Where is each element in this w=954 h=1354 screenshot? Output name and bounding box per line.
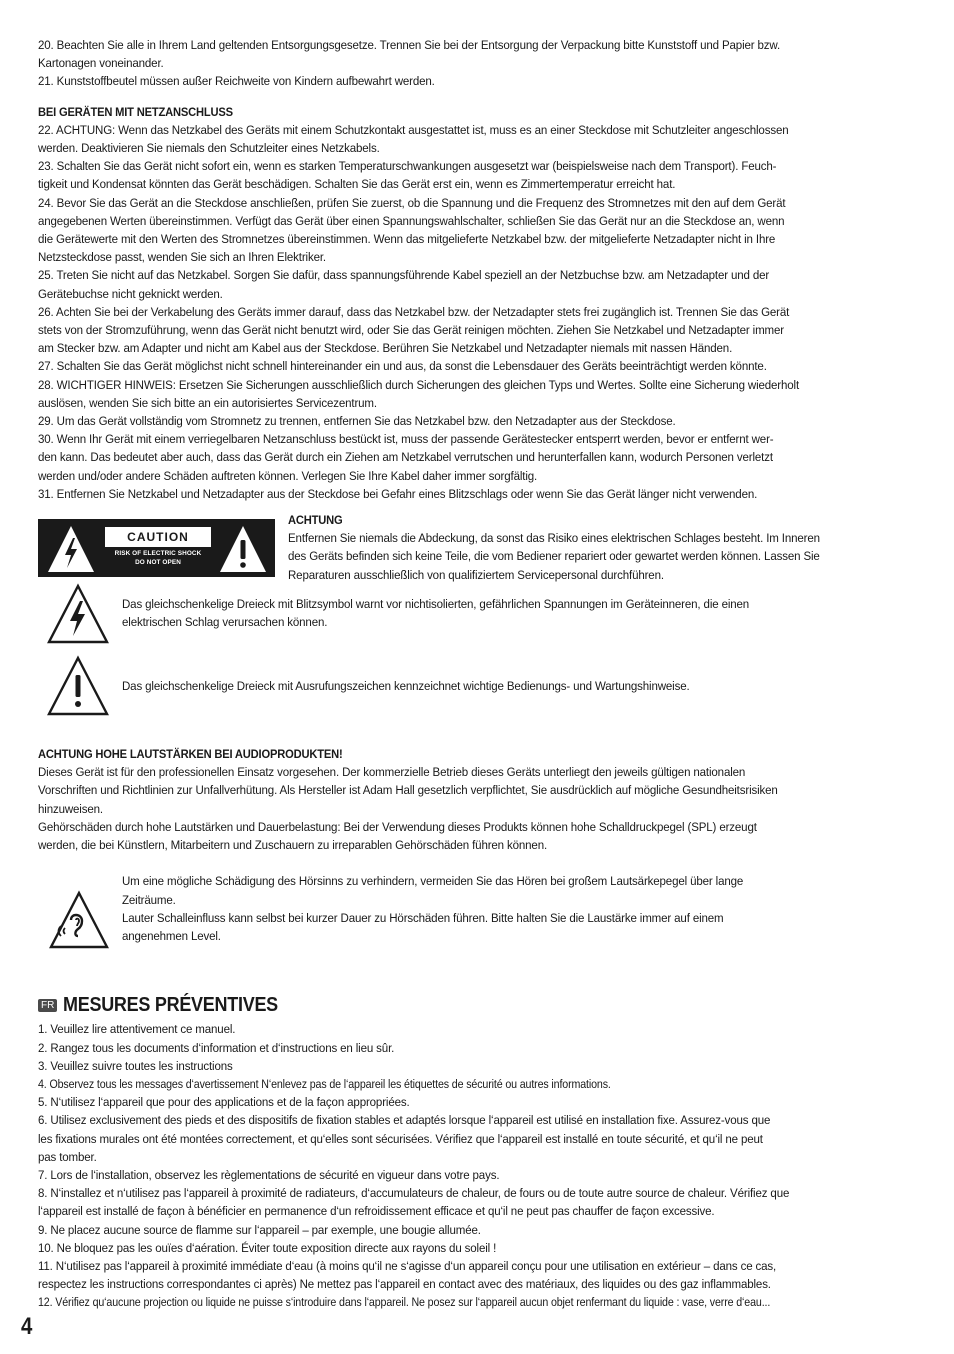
- exclamation-warning-icon: [218, 524, 268, 574]
- exclamation-description: [122, 677, 922, 695]
- text-line: 2. Rangez tous les documents d‘information et d‘instructions en lieu sûr.: [38, 1040, 395, 1055]
- text-line: hinzuweisen.: [38, 801, 103, 816]
- text-line: 21. Kunststoffbeutel müssen außer Reichweite von Kindern aufbewahrt werden.: [38, 74, 435, 89]
- text-line: 23. Schalten Sie das Gerät nicht sofort ein, wenn es starken Temperaturschwankungen ausgesetzt war (beispielsweise nach dem Transport). Feuch-: [38, 159, 777, 174]
- hearing-damage-icon: [48, 890, 110, 950]
- text-line: angegebenen Werten übereinstimmen. Verfügt das Gerät über einen Spannungswahlschalter, schließen Sie das Gerät nur an die Steckdose an, wenn: [38, 213, 785, 228]
- text-line: 3. Veuillez suivre toutes les instructions: [38, 1058, 233, 1073]
- section-heading-netzanschluss: BEI GERÄTEN MIT NETZANSCHLUSS: [38, 104, 233, 119]
- hearing-warning-row: [38, 864, 918, 984]
- achtung-heading: ACHTUNG: [288, 513, 343, 528]
- text-line: die Gerätewerte mit den Werten des Stromnetzes übereinstimmen. Wenn das mitgelieferte Netzkabel bzw. der mitgelieferte Netzadapter nicht in Ihre: [38, 232, 776, 247]
- language-badge: FR: [38, 999, 57, 1012]
- text-line: werden. Deaktivieren Sie niemals den Schutzleiter eines Netzkabels.: [38, 141, 380, 156]
- text-line: werden und/oder andere Schäden auftreten können. Verlegen Sie Ihre Kabel daher immer sorgfältig.: [38, 468, 538, 483]
- text-line: 20. Beachten Sie alle in Ihrem Land geltenden Entsorgungsgesetze. Trennen Sie bei der Entsorgung der Verpackung bitte Kunststoff und Papier bzw.: [38, 38, 781, 52]
- text-line: auslösen, wenden Sie sich bitte an ein autorisiertes Servicezentrum.: [38, 395, 377, 410]
- text-line: respectez les instructions correspondantes ci après) Ne mettez pas l‘appareil en contact avec des matériaux, des liquides ou des gaz inflammables.: [38, 1277, 771, 1292]
- text-line: Gerätebuchse nicht geknickt werden.: [38, 286, 223, 301]
- caution-section: [38, 515, 918, 587]
- text-line: werden, die bei Künstlern, Mitarbeitern und Zuschauern zu irreparablen Gehörschäden führen können.: [38, 838, 548, 853]
- disposal-items: [38, 36, 918, 91]
- text-line: l‘appareil est installé de façon à bénéficier en permanence d‘un refroidissement efficace et qu‘il ne peut pas chauffer de façon excessive.: [38, 1204, 715, 1219]
- text-line: 6. Utilisez exclusivement des pieds et des dispositifs de fixation stables et adaptés lorsque l‘appareil est utilisé en installation fixe. Assurez-vous que: [38, 1113, 771, 1128]
- text-line: Das gleichschenkelige Dreieck mit Ausrufungszeichen kennzeichnet wichtige Bedienungs- und Wartungshinweise.: [122, 679, 690, 694]
- text-line: 28. WICHTIGER HINWEIS: Ersetzen Sie Sicherungen ausschließlich durch Sicherungen des gleichen Typs und Wertes. Sollte eine Sicherung wiederholt: [38, 377, 800, 392]
- text-line: elektrischen Schlag verursachen können.: [122, 615, 328, 630]
- page-number: 4: [21, 1313, 33, 1340]
- fr-section-title: [38, 990, 918, 1020]
- text-line: Um eine mögliche Schädigung des Hörsinns zu verhindern, vermeiden Sie das Hören bei großem Lautsärkepegel über lange: [122, 874, 744, 889]
- text-line: angenehmen Level.: [122, 928, 221, 943]
- text-line: 31. Entfernen Sie Netzkabel und Netzadapter aus der Steckdose bei Gefahr eines Blitzschlags oder wenn Sie das Gerät länger nicht verwenden.: [38, 486, 758, 501]
- text-line: 27. Schalten Sie das Gerät möglichst nicht schnell hintereinander ein und aus, da sonst die Lebensdauer des Geräts beeinträchtigt werden könnte.: [38, 359, 767, 374]
- text-line: 1. Veuillez lire attentivement ce manuel.: [38, 1022, 236, 1037]
- text-line: les fixations murales ont été montées correctement, et qu‘elles sont sécurisées. Vérifiez que l‘appareil est installé en toute sécurité, et qu‘il ne peut: [38, 1131, 763, 1146]
- lightning-warning-icon: [46, 524, 96, 574]
- text-line: Netzsteckdose passt, wenden Sie sich an Ihren Elektriker.: [38, 250, 326, 265]
- text-line: 12. Vérifiez qu‘aucune projection ou liquide ne puisse s‘introduire dans l‘appareil. Ne posez sur l‘appareil aucun objet renfermant du liquide : vase, verre d‘eau...: [38, 1295, 771, 1310]
- exclamation-triangle-icon: [46, 655, 110, 717]
- text-line: 9. Ne placez aucune source de flamme sur l‘appareil – par exemple, une bougie allumée.: [38, 1222, 481, 1237]
- text-line: 24. Bevor Sie das Gerät an die Steckdose anschließen, prüfen Sie zuerst, ob die Spannung und die Frequenz des Stromnetzes mit den auf dem Gerät: [38, 195, 786, 210]
- lightning-description: [122, 595, 922, 631]
- text-line: den kann. Das bedeutet aber auch, dass das Gerät durch ein Ziehen am Netzkabel verrutschen und herunterfallen kann, wodurch Personen verletzt: [38, 450, 773, 465]
- fr-heading: MESURES PRÉVENTIVES: [63, 994, 279, 1017]
- text-line: stets von der Stromzuführung, wenn das Gerät nicht benutzt wird, oder Sie das Gerät reinigen möchten. Ziehen Sie Netzkabel und Netzadapter immer: [38, 323, 784, 338]
- text-line: 22. ACHTUNG: Wenn das Netzkabel des Geräts mit einem Schutzkontakt ausgestattet ist, muss es an einer Steckdose mit Schutzleiter angeschlossen: [38, 122, 789, 137]
- audio-paragraph: [38, 763, 918, 854]
- text-line: tigkeit und Kondensat könnten das Gerät beschädigen. Schalten Sie das Gerät erst ein, wenn es Zimmertemperatur erreicht hat.: [38, 177, 676, 192]
- text-line: Kartonagen voneinander.: [38, 56, 164, 71]
- achtung-block: [288, 511, 928, 584]
- text-line: 8. N‘installez et n‘utilisez pas l‘appareil à proximité de radiateurs, d‘accumulateurs de chaleur, de fours ou de toute autre source de chaleur. Vérifiez que: [38, 1186, 790, 1201]
- text-line: Lauter Schalleinfluss kann selbst bei kurzer Dauer zu Hörschäden führen. Bitte halten Sie die Laustärke immer auf einem: [122, 910, 724, 925]
- hearing-description: [122, 872, 922, 945]
- text-line: 5. N‘utilisez l‘appareil que pour des applications et de la façon appropriées.: [38, 1095, 410, 1110]
- text-line: 25. Treten Sie nicht auf das Netzkabel. Sorgen Sie dafür, dass spannungsführende Kabel speziell an der Netzbuchse bzw. am Netzadapter und der: [38, 268, 770, 283]
- text-line: Zeiträume.: [122, 892, 176, 907]
- caution-label-graphic: [38, 519, 275, 577]
- text-line: pas tomber.: [38, 1149, 97, 1164]
- lightning-triangle-icon: [46, 583, 110, 645]
- document-page: [38, 36, 918, 1312]
- text-line: Entfernen Sie niemals die Abdeckung, da sonst das Risiko eines elektrischen Schlages besteht. Im Inneren: [288, 531, 820, 546]
- text-line: Das gleichschenkelige Dreieck mit Blitzsymbol warnt vor nichtisolierten, gefährlichen Spannungen im Geräteinneren, die einen: [122, 597, 750, 612]
- text-line: des Geräts befinden sich keine Teile, die vom Bediener repariert oder gewartet werden können. Lassen Sie: [288, 549, 820, 564]
- section-heading-audio: ACHTUNG HOHE LAUTSTÄRKEN BEI AUDIOPRODUKTEN!: [38, 747, 343, 762]
- text-line: Reparaturen ausschließlich von qualifiziertem Servicepersonal durchführen.: [288, 567, 664, 582]
- text-line: 10. Ne bloquez pas les ouïes d‘aération. Éviter toute exposition directe aux rayons du soleil !: [38, 1240, 497, 1255]
- caution-label-text: CAUTION: [105, 527, 211, 547]
- caution-subtext: [105, 549, 211, 567]
- netz-items: [38, 121, 918, 503]
- text-line: 30. Wenn Ihr Gerät mit einem verriegelbaren Netzanschluss bestückt ist, muss der passende Gerätestecker entsperrt werden, bevor er entfernt wer-: [38, 432, 774, 447]
- text-line: 26. Achten Sie bei der Verkabelung des Geräts immer darauf, dass das Netzkabel bzw. der Netzadapter stets frei zugänglich ist. Trennen Sie das Gerät: [38, 304, 790, 319]
- caution-subtext-line: RISK OF ELECTRIC SHOCK: [114, 550, 202, 558]
- text-line: 4. Observez tous les messages d‘avertissement N‘enlevez pas de l‘appareil les étiquettes de sécurité ou autres informations.: [38, 1076, 611, 1091]
- text-line: 29. Um das Gerät vollständig vom Stromnetz zu trennen, entfernen Sie das Netzkabel bzw. den Netzadapter aus der Steckdose.: [38, 414, 676, 429]
- text-line: Dieses Gerät ist für den professionellen Einsatz vorgesehen. Der kommerzielle Betrieb dieses Geräts unterliegt den jeweils gültigen nationalen: [38, 765, 746, 780]
- fr-items: [38, 1020, 918, 1311]
- text-line: 7. Lors de l‘installation, observez les règlementations de sécurité en vigueur dans votre pays.: [38, 1167, 500, 1182]
- caution-subtext-line: DO NOT OPEN: [135, 559, 181, 567]
- text-line: 11. N‘utilisez pas l‘appareil à proximité immédiate d‘eau (à moins qu‘il ne s‘agisse d‘un appareil conçu pour une utilisation en extérieur – dans ce cas,: [38, 1258, 777, 1273]
- text-line: Vorschriften und Richtlinien zur Unfallverhütung. Als Hersteller ist Adam Hall gesetzlich verpflichtet, Sie ausdrücklich auf mögliche Gesundheitsrisiken: [38, 783, 778, 798]
- text-line: Gehörschäden durch hohe Lautstärken und Dauerbelastung: Bei der Verwendung dieses Produkts können hohe Schalldruckpegel (SPL) erzeugt: [38, 819, 757, 834]
- lightning-symbol-row: [38, 587, 918, 659]
- text-line: am Stecker bzw. am Adapter und nicht am Kabel aus der Steckdose. Berühren Sie Netzkabel und Netzadapter niemals mit nassen Händen.: [38, 341, 733, 356]
- exclamation-symbol-row: [38, 659, 918, 745]
